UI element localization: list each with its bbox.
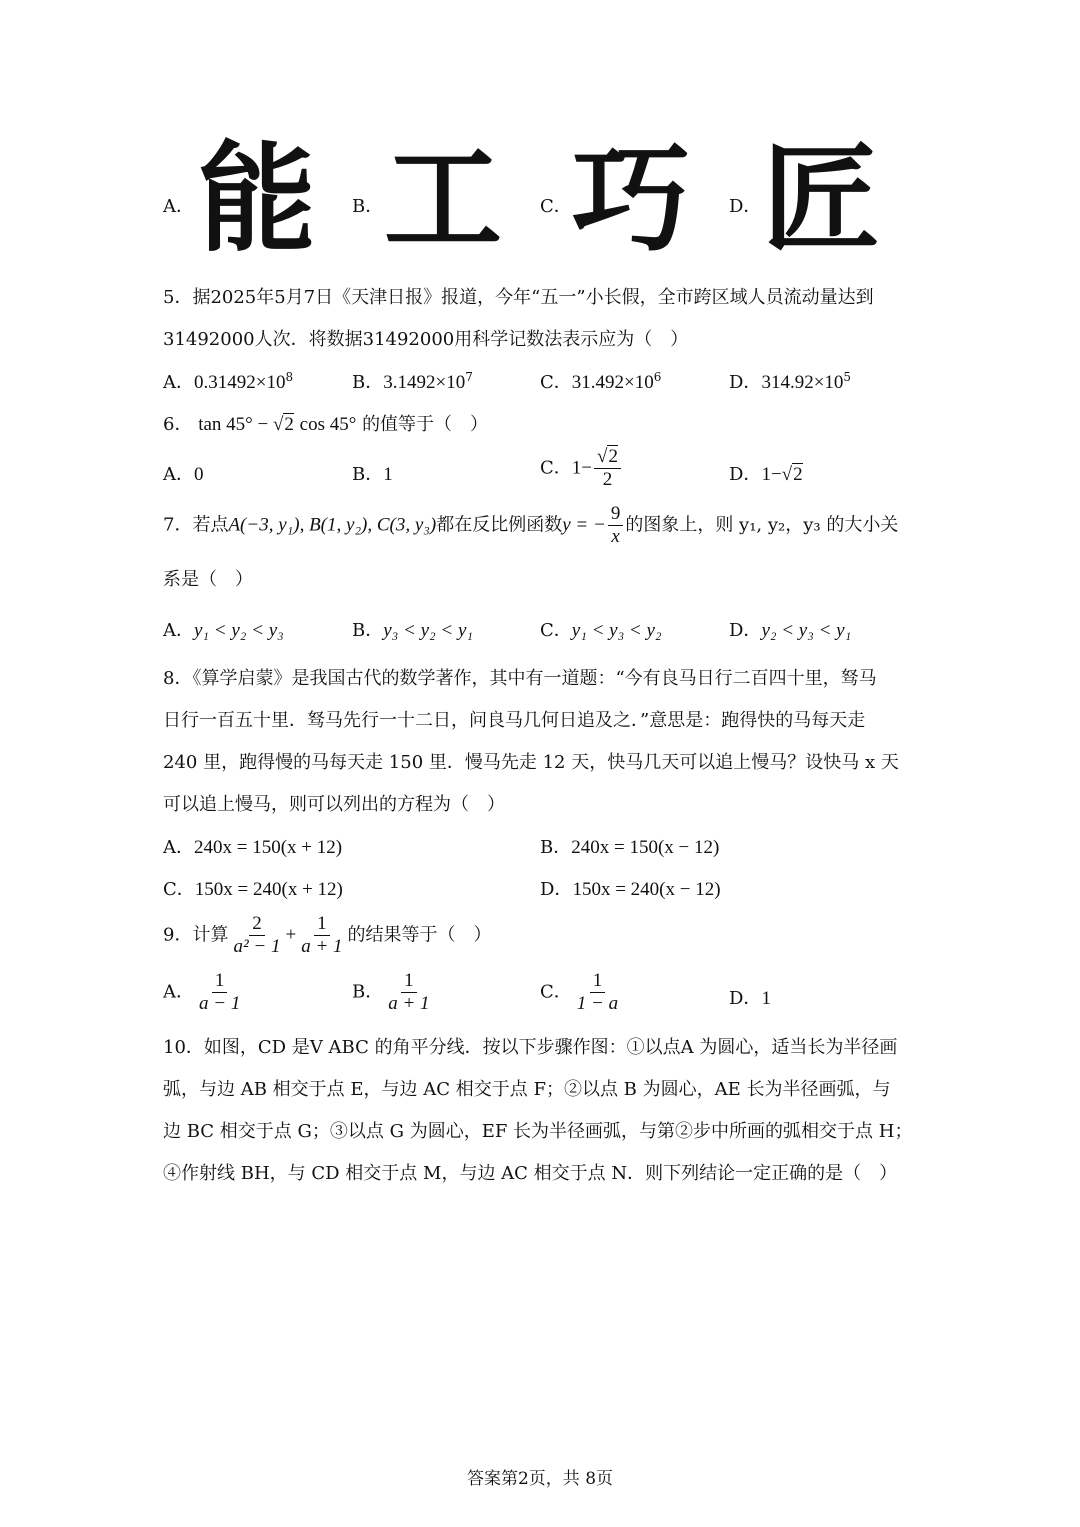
q8-option-b-value: 240x = 150(x − 12)	[571, 837, 720, 858]
q9-option-c-label: C．	[540, 981, 572, 1003]
q9-prefix: 9．计算	[163, 924, 229, 946]
q7-func-denominator: x	[611, 525, 620, 547]
q7-tail: 的图象上，则 y₁, y₂，y₃ 的大小关	[625, 514, 899, 536]
q8-option-a-value: 240x = 150(x + 12)	[194, 837, 343, 858]
q5-option-d-exponent: 5	[843, 370, 852, 384]
q5-option-b-exponent: 7	[465, 370, 473, 384]
q5-option-c	[540, 368, 661, 394]
q7-points: A(−3, y₁), B(1, y₂), C(3, y₃)	[228, 514, 437, 536]
q5-option-d-label: D．	[729, 372, 762, 393]
q9-option-c	[540, 970, 623, 1015]
q7-option-c-label: C．	[540, 620, 572, 641]
q7-option-d-label: D．	[729, 620, 762, 641]
q9-option-a-numerator: 1	[212, 970, 228, 993]
q4-option-a-label: A．	[163, 196, 194, 217]
q6-option-d-prefix: 1−	[761, 464, 782, 485]
q5-line-2: 31492000人次．将数据31492000用科学记数法表示应为（ ）	[163, 329, 689, 350]
q10-line-1: 10．如图，CD 是V ABC 的角平分线．按以下步骤作图：①以点A 为圆心，适当长为半径画	[163, 1037, 898, 1058]
q7-option-a-value: y₁ < y₂ < y₃	[194, 620, 284, 641]
q10-line-3: 边 BC 相交于点 G；③以点 G 为圆心，EF 长为半径画弧，与第②步中所画的弧相交于点 H；	[163, 1121, 913, 1142]
q9-option-b-label: B．	[352, 981, 384, 1003]
q6-option-a-label: A．	[163, 464, 194, 485]
q5-option-c-exponent: 6	[653, 370, 662, 384]
q7-mid: 都在反比例函数	[436, 514, 563, 536]
q9-suffix: 的结果等于（ ）	[347, 924, 492, 946]
q7-func-lhs: y = −	[562, 514, 606, 536]
q8-option-d-value: 150x = 240(x − 12)	[572, 879, 721, 900]
q9-option-b-numerator: 1	[401, 970, 417, 993]
q6-stem: 6． tan 45° − √2 cos 45° 的值等于（ ）	[163, 414, 489, 435]
q6-option-d-radicand: 2	[793, 464, 803, 485]
q9-option-c-numerator: 1	[590, 970, 606, 993]
q7-option-b	[352, 616, 473, 642]
q9-fraction-2-denominator: a + 1	[301, 935, 343, 957]
q6-option-c-numerator: 2	[608, 446, 618, 467]
q6-option-d: D．1−√2	[729, 464, 803, 485]
q5-option-c-value: 31.492×10	[571, 372, 654, 393]
q8-option-a-label: A．	[163, 837, 194, 858]
q9-plus: +	[285, 924, 297, 946]
q7-func-numerator: 9	[608, 503, 624, 526]
q6-option-a-value: 0	[194, 464, 204, 485]
q8-option-b-label: B．	[540, 837, 572, 858]
q9-option-a-label: A．	[163, 981, 194, 1003]
q9-fraction-2-numerator: 1	[314, 913, 330, 936]
q8-line-3: 240 里，跑得慢的马每天走 150 里．慢马先走 12 天，快马几天可以追上慢马？设快马 x 天	[163, 752, 899, 773]
q9-option-a	[163, 970, 245, 1015]
q8-line-2: 日行一百五十里．驽马先行一十二日，问良马几何日追及之．”意思是：跑得快的马每天走	[163, 710, 866, 731]
q9-option-a-denominator: a − 1	[199, 992, 241, 1014]
q4-option-d-label: D．	[729, 196, 762, 217]
q4-option-b-char: 工	[384, 130, 503, 268]
q8-option-c-label: C．	[163, 879, 195, 900]
q6-option-b-value: 1	[383, 464, 393, 485]
q5-option-a-label: A．	[163, 372, 194, 393]
q7-stem	[163, 503, 898, 548]
q9-option-b	[352, 970, 435, 1015]
q8-line-1: 8．《算学启蒙》是我国古代的数学著作，其中有一道题：“今有良马日行二百四十里，驽马	[163, 668, 877, 689]
q9-option-d-value: 1	[761, 988, 771, 1009]
q5-option-a-value: 0.31492×10	[194, 372, 286, 393]
q6-expr-part-1: tan 45° −	[198, 414, 273, 435]
q6-option-c-denominator: 2	[602, 468, 613, 490]
q9-option-d-label: D．	[729, 988, 762, 1009]
q10-line-4: ④作射线 BH，与 CD 相交于点 M，与边 AC 相交于点 N．则下列结论一定正确的是（ ）	[163, 1163, 898, 1184]
q9-stem	[163, 913, 492, 958]
q4-option-c-label: C．	[540, 196, 572, 217]
q7-prefix: 7．若点	[163, 514, 229, 536]
q6-option-b-label: B．	[352, 464, 384, 485]
q8-option-c	[163, 875, 343, 901]
q7-option-b-label: B．	[352, 620, 384, 641]
q7-option-a-label: A．	[163, 620, 194, 641]
q9-option-d	[729, 984, 771, 1010]
q6-option-a	[163, 460, 204, 486]
q5-option-b-value: 3.1492×10	[383, 372, 466, 393]
q8-option-d-label: D．	[540, 879, 573, 900]
q6-expr-part-2: cos 45°	[299, 414, 357, 435]
q10-line-2: 弧，与边 AB 相交于点 E，与边 AC 相交于点 F；②以点 B 为圆心，AE 长为半径画弧，与	[163, 1079, 891, 1100]
q6-number: 6．	[163, 414, 193, 435]
q8-line-4: 可以追上慢马，则可以列出的方程为（ ）	[163, 794, 505, 815]
q9-option-b-denominator: a + 1	[388, 992, 430, 1014]
q7-option-d-value: y₂ < y₃ < y₁	[761, 620, 852, 641]
q9-fraction-1-denominator: a² − 1	[233, 935, 281, 957]
q4-option-d-char: 匠	[762, 130, 881, 268]
q7-option-c-value: y₁ < y₃ < y₂	[571, 620, 662, 641]
q6-option-c-prefix: 1−	[571, 457, 592, 479]
q6-option-c: C．1− $\frac{√2}{2}$	[540, 446, 623, 491]
q4-option-a-char: 能	[198, 130, 317, 268]
q6-option-b	[352, 460, 393, 486]
q8-option-c-value: 150x = 240(x + 12)	[194, 879, 343, 900]
q5-option-b-label: B．	[352, 372, 384, 393]
q6-sqrt-radicand: 2	[284, 414, 294, 435]
q9-fraction-1-numerator: 2	[249, 913, 265, 936]
q7-option-d	[729, 616, 851, 642]
page-footer: 答案第2页，共 8页	[466, 1469, 614, 1489]
q6-suffix: 的值等于（ ）	[362, 414, 489, 435]
q5-option-c-label: C．	[540, 372, 572, 393]
q5-option-a-exponent: 8	[285, 370, 294, 384]
q9-option-c-denominator: 1 − a	[576, 992, 619, 1014]
q4-option-c-char: 巧	[572, 130, 691, 268]
q7-option-b-value: y₃ < y₂ < y₁	[383, 620, 473, 641]
q4-option-b-label: B．	[352, 196, 384, 217]
q7-option-a	[163, 616, 284, 642]
q7-line-2: 系是（ ）	[163, 569, 253, 590]
q5-option-b	[352, 368, 473, 394]
q8-option-d	[540, 875, 721, 901]
q5-option-a	[163, 368, 293, 394]
q8-option-b	[540, 833, 719, 859]
q5-line-1: 5．据2025年5月7日《天津日报》报道，今年“五一”小长假，全市跨区域人员流动量达到	[163, 287, 874, 308]
q5-option-d	[729, 368, 851, 394]
q6-option-d-label: D．	[729, 464, 762, 485]
q8-option-a	[163, 833, 342, 859]
q7-option-c	[540, 616, 662, 642]
q6-option-c-label: C．	[540, 457, 572, 479]
q5-option-d-value: 314.92×10	[761, 372, 844, 393]
